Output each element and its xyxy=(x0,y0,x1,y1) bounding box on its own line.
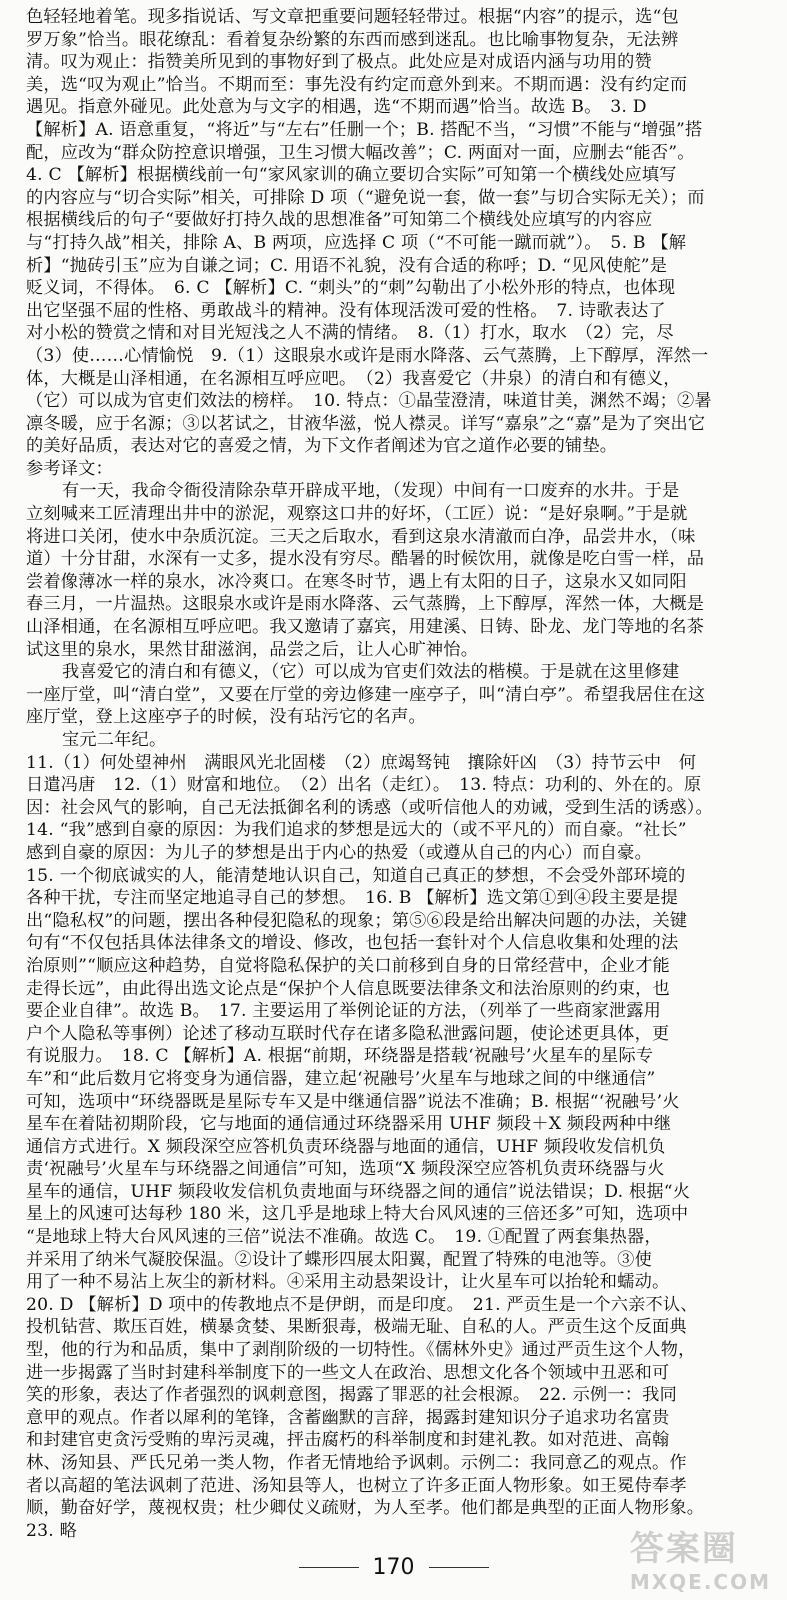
text-line: 要企业自律”。故选 B。 17. 主要运用了举例论证的方法，（列举了一些商家泄露用 xyxy=(26,1001,662,1022)
text-line: 通信方式进行。X 频段深空应答机负责环绕器与地面的通信，UHF 频段收发信机负 xyxy=(26,1136,666,1157)
text-line: 出“隐私权”的问题，摆出各种侵犯隐私的现象；第⑤⑥段是给出解决问题的办法，关键 xyxy=(26,910,688,931)
text-line: 体，大概是山泽相通，在名源相互呼应吧。 （2）我喜爱它（井泉）的清白和有德义， xyxy=(26,368,681,389)
text-line: 笑的形象，表达了作者强烈的讽刺意图，揭露了罪恶的社会根源。 22. 示例一：我同 xyxy=(26,1385,677,1406)
text-line: 的内容应与“切合实际”相关，可排除 D 项（“避免说一套，做一套”与切合实际无关）；而 xyxy=(26,187,705,208)
text-line: 星车的通信，UHF 频段收发信机负责地面与环绕器之间的通信”说法错误；D. 根据“火 xyxy=(26,1181,691,1202)
text-line: 【解析】A. 语意重复，“将近”与“左右”任删一个；B. 搭配不当，“习惯”不能与“增强”搭 xyxy=(26,119,703,140)
text-line: 试这里的泉水，果然甘甜滋润，品尝之后，让人心旷神怡。 xyxy=(26,639,479,660)
footer-rule-right xyxy=(429,1567,489,1568)
answer-text-block xyxy=(26,6,770,1542)
text-line: 4. C 【解析】根据横线前一句“家风家训的确立要切合实际”可知第一个横线处应填写 xyxy=(26,165,677,186)
text-line: 凛冬暖，应于名源；③以茗试之，甘液华滋，悦人襟灵。详写“嘉泉”之“嘉”是为了突出它 xyxy=(26,413,706,434)
text-line: 一座厅堂，叫“清白堂”，又要在厅堂的旁边修建一座亭子，叫“清白亭”。希望我居住在这 xyxy=(26,684,706,705)
text-line: 有一天，我命令衙役清除杂草开辟成平地，（发现）中间有一口废弃的水井。于是 xyxy=(62,481,680,502)
text-line: 14. “我”感到自豪的原因：为我们追求的梦想是远大的（或不平凡的）而自豪。“社长” xyxy=(26,820,687,841)
text-line: 用了一种不易沾上灰尘的新材料。④采用主动悬架设计，让火星车可以抬轮和蠕动。 xyxy=(26,1272,670,1293)
text-line: 治原则”“顺应这种趋势，自觉将隐私保护的关口前移到自身的日常经营中，企业才能 xyxy=(26,955,670,976)
text-line: （它）可以成为官吏们效法的榜样。 10. 特点：①晶莹澄清，味道甘美，渊然不竭；②暑 xyxy=(26,391,712,412)
text-line: 罗万象”恰当。眼花缭乱：看着复杂纷繁的东西而感到迷乱。也比喻事物复杂，无法辨 xyxy=(26,29,679,50)
text-line: 清。叹为观止：指赞美所见到的事物好到了极点。此处应是对成语内涵与功用的赞 xyxy=(26,52,652,73)
text-line: 意甲的观点。作者以犀利的笔锋，含蓄幽默的言辞，揭露封建知识分子追求功名富贵 xyxy=(26,1407,670,1428)
text-line: 我喜爱它的清白和有德义，（它）可以成为官吏们效法的楷模。于是就在这里修建 xyxy=(62,662,680,683)
footer-rule-left xyxy=(299,1567,359,1568)
text-line: 配，应改为“群众防控意识增强，卫生习惯大幅改善”；C. 两面对一面，应删去“能否”。 xyxy=(26,142,695,163)
text-line: 的美好品质，表达对它的喜爱之情，为下文作者阐述为官之道作必要的铺垫。 xyxy=(26,436,618,457)
page-number: 170 xyxy=(372,1555,415,1580)
text-line: 对小松的赞赏之情和对目光短浅之人不满的情绪。 8.（1）打水，取水 （2）完，尽 xyxy=(26,323,674,344)
text-line: 户个人隐私等事例）论述了移动互联时代存在诸多隐私泄露问题，使论述更具体，更 xyxy=(26,1023,670,1044)
text-line: 责‘祝融号’火星车与环绕器之间通信”可知，选项“X 频段深空应答机负责环绕器与火 xyxy=(26,1159,665,1180)
text-line: 贬义词，不得体。 6. C 【解析】C. “刺头”的“刺”勾勒出了小松外形的特点，也体现 xyxy=(26,278,676,299)
text-line: 山泽相通，在名源相互呼应吧。我又邀请了嘉宾，用建溪、日铸、卧龙、龙门等地的名茶 xyxy=(26,617,705,638)
text-line: 春三月，一片温热。这眼泉水或许是雨水降落、云气蒸腾，上下醇厚，浑然一体，大概是 xyxy=(26,594,705,615)
text-line: 尝着像薄冰一样的泉水，冰冷爽口。在寒冬时节，遇上有太阳的日子，这泉水又如同阳 xyxy=(26,571,687,592)
text-line: 15. 一个彻底诚实的人，能清楚地认识自己，知道自己真正的梦想，不会受外部环境的 xyxy=(26,865,686,886)
text-line: 出它坚强不屈的性格、勇敢战斗的精神。没有体现活泼可爱的性格。 7. 诗歌表达了 xyxy=(26,300,666,321)
text-line: 参考译文： xyxy=(26,458,113,479)
text-line: 星上的风速可达每秒 180 米，这几乎是地球上特大台风风速的三倍还多”可知，选项中 xyxy=(26,1204,689,1225)
text-line: 座厅堂，登上这座亭子的时候，没有玷污它的名声。 xyxy=(26,707,426,728)
text-line: 与“打持久战”相关，排除 A、B 两项，应选择 C 项（“不可能一蹴而就”）。 5. B 【解 xyxy=(26,232,687,253)
text-line: 立刻喊来工匠清理出井中的淤泥，观察这口井的好坏，（工匠）说：“是好泉啊。”于是就 xyxy=(26,504,688,525)
watermark-logo-text: 答案圈 xyxy=(629,1529,738,1569)
text-line: 并采用了纳米气凝胶保温。②设计了蝶形四展太阳翼，配置了特殊的电池等。③使 xyxy=(26,1249,652,1270)
text-line: 将进口关闭，使水中杂质沉淀。三天之后取水，看到这泉水清澈而白净，品尝井水，（味 xyxy=(26,526,696,547)
text-line: 美，选“叹为观止”恰当。不期而至：事先没有约定而意外到来。不期而遇：没有约定而 xyxy=(26,74,688,95)
text-line: 11.（1）何处望神州 满眼风光北固楼 （2）庶竭驽钝 攘除奸凶 （3）持节云中 何 xyxy=(26,752,697,773)
text-line: 各种干扰，专注而坚定地追寻自己的梦想。 16. B 【解析】选文第①到④段主要是提 xyxy=(26,888,679,909)
text-line: 型，他的行为和品质，集中了剥削阶级的一切特性。《儒林外史》通过严贡生这个人物， xyxy=(26,1340,696,1361)
text-line: 因：社会风气的影响，自己无法抵御名利的诱惑（或听信他人的劝诫，受到生活的诱惑）。 xyxy=(26,797,713,818)
text-line: 走得长远”，由此得出选文论点是“保护个人信息既要法律条文和法治原则的约束，也 xyxy=(26,978,670,999)
watermark-url: MXQE.COM xyxy=(629,1570,771,1594)
text-line: 者以高超的笔法讽刺了范进、汤知县等人，也树立了许多正面人物形象。如王冕侍奉孝 xyxy=(26,1475,687,1496)
text-line: 日遣冯唐 12.（1）财富和地位。 （2）出名（走红）。 13. 特点：功利的、外在的。原 xyxy=(26,775,702,796)
text-line: 析】“抛砖引玉”应为自谦之词；C. 用语不礼貌，没有合适的称呼；D. “见风使舵”是 xyxy=(26,255,668,276)
text-line: 道）十分甘甜，水深有一丈多，提水没有穷尽。酷暑的时候饮用，就像是吃白雪一样，品 xyxy=(26,549,705,570)
text-line: 有说服力。 18. C 【解析】A. 根据“前期，环绕器是搭载‘祝融号’火星车的星际专 xyxy=(26,1046,654,1067)
text-line: 投机钻营、欺压百姓，横暴贪婪、果断狠毒，极端无耻、自私的人。严贡生这个反面典 xyxy=(26,1317,687,1338)
text-line: （3）使……心情愉悦 9.（1）这眼泉水或许是雨水降落、云气蒸腾，上下醇厚，浑然一 xyxy=(26,345,709,366)
text-line: “是地球上特大台风风速的三倍”说法不准确。故选 C。 19. ①配置了两套集热器， xyxy=(26,1227,662,1248)
text-line: 进一步揭露了当时封建科举制度下的一些文人在政治、思想文化各个领域中丑恶和可 xyxy=(26,1362,670,1383)
text-line: 林、汤知县、严氏兄弟一类人物，作者无情地给予讽刺。示例二：我同意乙的观点。作 xyxy=(26,1453,687,1473)
text-line: 车”和“此后数月它将变身为通信器，建立起‘祝融号’火星车与地球之间的中继通信” xyxy=(26,1068,656,1089)
watermark xyxy=(630,1521,771,1594)
text-line: 20. D 【解析】D 项中的传教地点不是伊朗，而是印度。 21. 严贡生是一个六亲不认、 xyxy=(26,1294,698,1315)
text-line: 感到自豪的原因：为儿子的梦想是出于内心的热爱（或遵从自己的内心）而自豪。 xyxy=(26,842,652,863)
text-line: 根据横线后的句子“要做好打持久战的思想准备”可知第二个横线处应填写的内容应 xyxy=(26,210,653,231)
text-line: 宝元二年纪。 xyxy=(62,730,167,750)
text-line: 和封建官吏贪污受贿的卑污灵魂，抨击腐朽的科举制度和封建礼教。如对范进、高翰 xyxy=(26,1430,670,1451)
text-line: 遇见。指意外碰见。此处意为与文字的相遇，选“不期而遇”恰当。故选 B。 3. D xyxy=(26,97,647,118)
text-line: 星车在着陆初期阶段，它与地面的通信通过环绕器采用 UHF 频段＋X 频段两种中继 xyxy=(26,1114,672,1135)
text-line: 23. 略 xyxy=(26,1520,77,1541)
text-line: 句有“不仅包括具体法律条文的增设、修改，也包括一套针对个人信息收集和处理的法 xyxy=(26,933,679,954)
text-line: 色轻轻地着笔。现多指说话、写文章把重要问题轻轻带过。根据“内容”的提示，选“包 xyxy=(26,7,679,27)
text-line: 顺，勤奋好学，蔑视权贵；杜少卿仗义疏财，为人至孝。他们都是典型的正面人物形象。 xyxy=(26,1498,705,1519)
text-line: 可知，选项中“环绕器既是星际专车又是中继通信器”说法不准确；B. 根据“‘祝融号’火 xyxy=(26,1091,680,1112)
